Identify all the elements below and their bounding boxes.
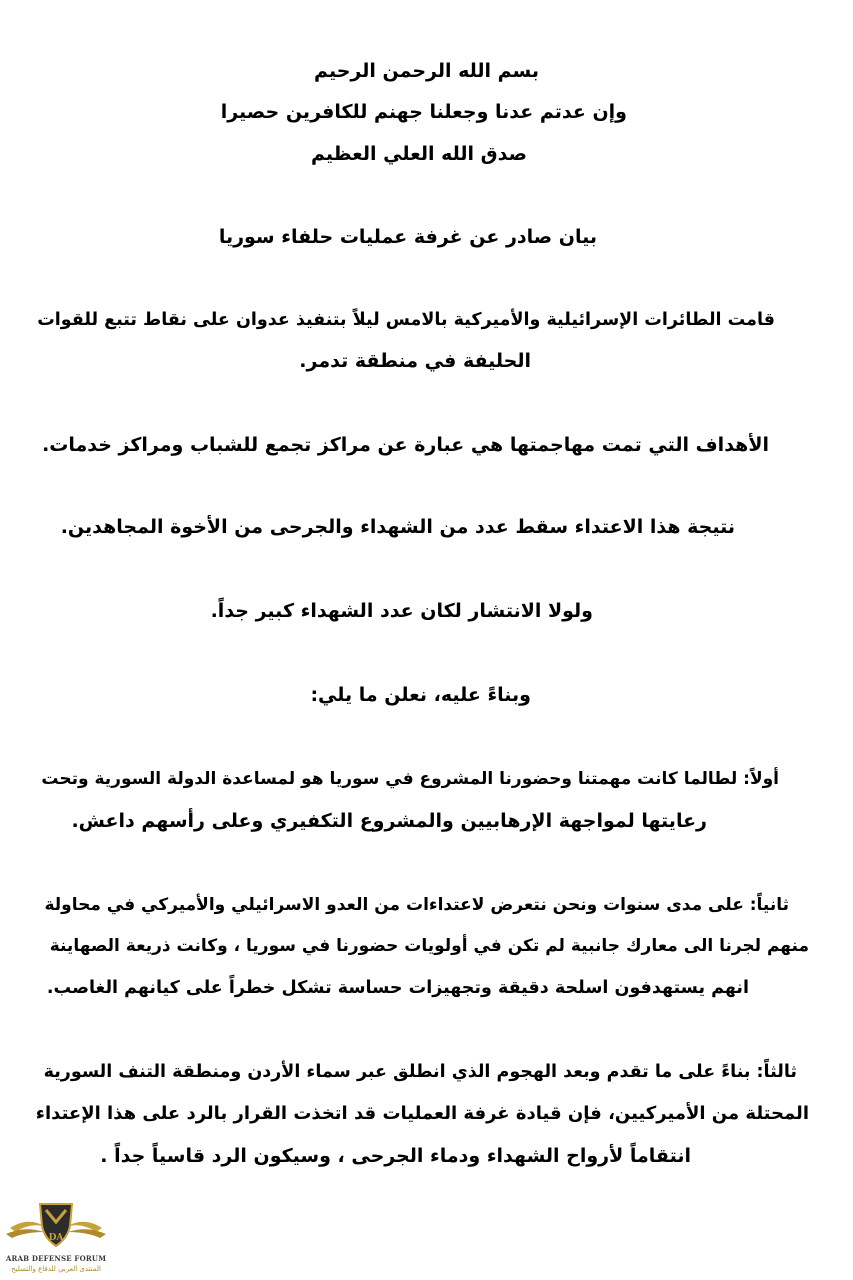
verse-line: وإن عدتم عدنا وجعلنا جهنم للكافرين حصيرا xyxy=(220,101,627,123)
paragraph-5-line-1: وبناءً عليه، نعلن ما يلي: xyxy=(310,684,531,706)
left-wing-lower-icon xyxy=(6,1229,44,1238)
paragraph-2-line-1: الأهداف التي تمت مهاجمتها هي عبارة عن مراكز تجمع للشباب ومراكز خدمات. xyxy=(42,434,769,456)
paragraph-7-line-3: انهم يستهدفون اسلحة دقيقة وتجهيزات حساسة تشكل خطراً على كيانهم الغاصب. xyxy=(46,978,749,998)
paragraph-3-line-1: نتيجة هذا الاعتداء سقط عدد من الشهداء والجرحى من الأخوة المجاهدين. xyxy=(60,516,735,538)
logo-letters: DA xyxy=(48,1233,64,1243)
basmala-line: بسم الله الرحمن الرحيم xyxy=(314,60,539,82)
arab-defense-forum-watermark xyxy=(4,1198,108,1278)
statement-title: بيان صادر عن غرفة عمليات حلفاء سوريا xyxy=(218,226,597,248)
watermark-subtitle: المنتدى العربي للدفاع والتسليح xyxy=(11,1265,101,1273)
paragraph-8-line-3: انتقاماً لأرواح الشهداء ودماء الجرحى ، وسيكون الرد قاسياً جداً . xyxy=(100,1145,691,1167)
paragraph-1-line-2: الحليفة في منطقة تدمر. xyxy=(299,350,531,372)
right-wing-lower-icon xyxy=(68,1229,106,1238)
paragraph-4-line-1: ولولا الانتشار لكان عدد الشهداء كبير جداً. xyxy=(210,600,593,622)
paragraph-8-line-2: المحتلة من الأميركيين، فإن قيادة غرفة العمليات قد اتخذت القرار بالرد على هذا الإعتداء xyxy=(35,1103,809,1124)
closing-line: صدق الله العلي العظيم xyxy=(311,143,527,165)
shield-wings-logo-icon xyxy=(4,1198,108,1252)
paragraph-7-line-1: ثانياً: على مدى سنوات ونحن نتعرض لاعتداءات من العدو الاسرائيلي والأميركي في محاولة xyxy=(44,895,789,915)
paragraph-7-line-2: منهم لجرنا الى معارك جانبية لم تكن في أولويات حضورنا في سوريا ، وكانت ذريعة الصهاينة xyxy=(49,936,809,956)
paragraph-8-line-1: ثالثاً: بناءً على ما تقدم وبعد الهجوم الذي انطلق عبر سماء الأردن ومنطقة التنف السورية xyxy=(43,1062,797,1082)
paragraph-1-line-1: قامت الطائرات الإسرائيلية والأميركية بالامس ليلاً بتنفيذ عدوان على نقاط تتبع للقوات xyxy=(37,310,775,330)
paragraph-6-line-1: أولاً: لطالما كانت مهمتنا وحضورنا المشروع في سوريا هو لمساعدة الدولة السورية وتحت xyxy=(41,769,779,789)
paragraph-6-line-2: رعايتها لمواجهة الإرهابيين والمشروع التكفيري وعلى رأسهم داعش. xyxy=(71,810,707,832)
watermark-title: ARAB DEFENSE FORUM xyxy=(5,1254,107,1263)
